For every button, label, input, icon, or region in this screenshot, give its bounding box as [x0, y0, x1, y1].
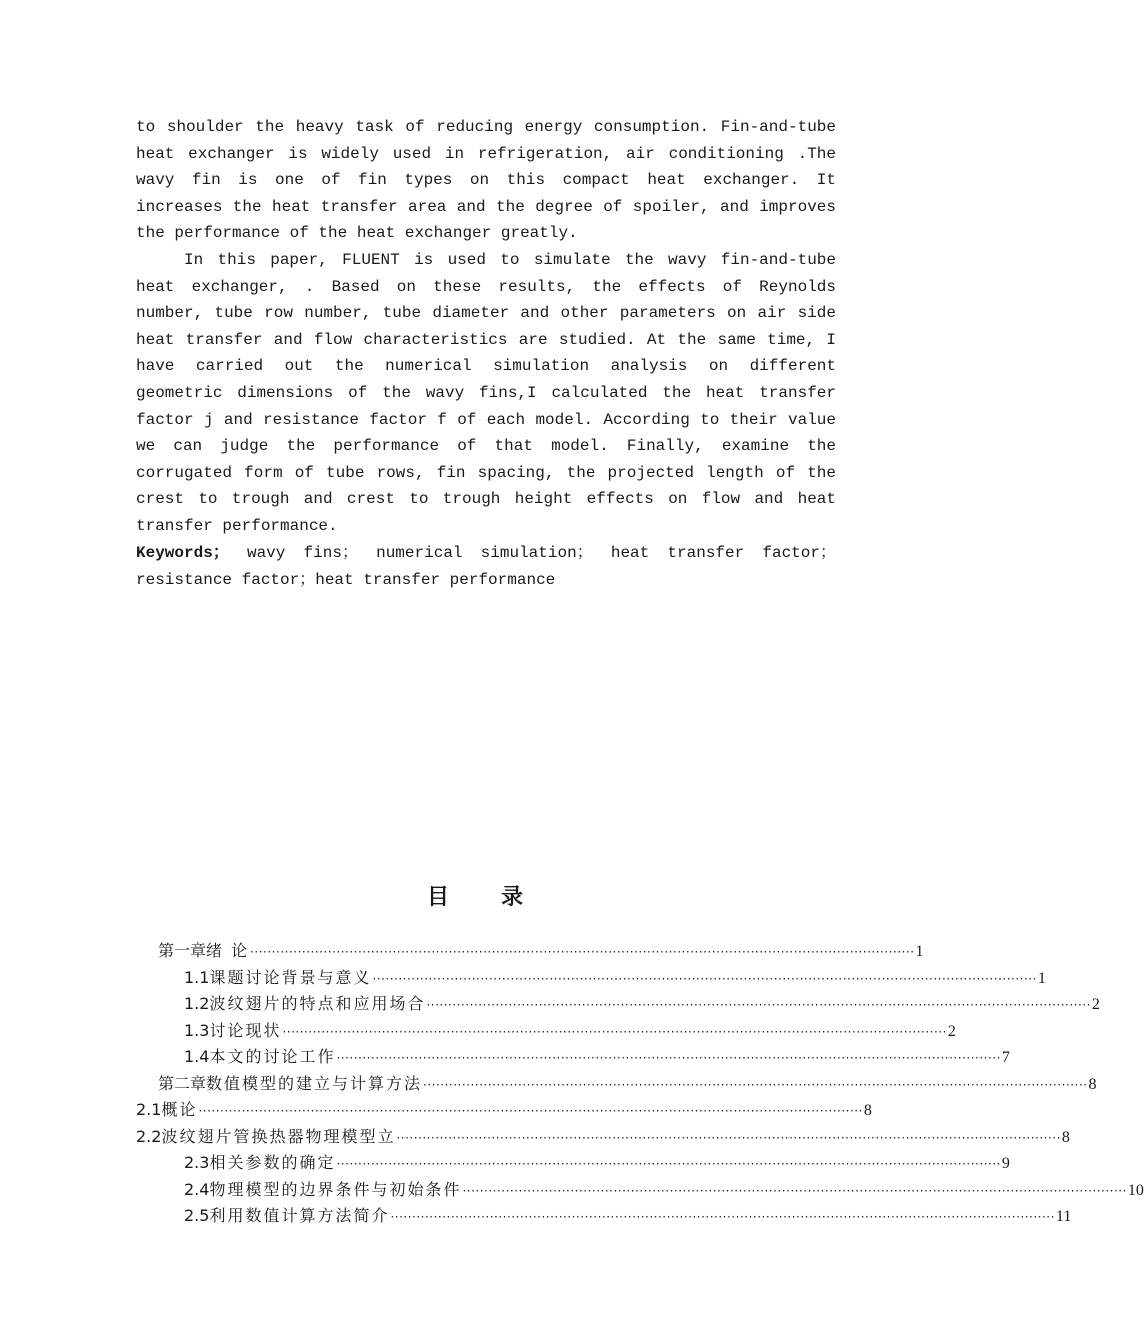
toc-entry[interactable] — [184, 967, 1046, 989]
toc-leader-dots: ·························································································································································· — [372, 972, 1037, 986]
toc-leader-dots: ·························································································································································· — [250, 945, 915, 959]
toc-entry[interactable] — [158, 940, 924, 962]
toc-entry-page: 11 — [1055, 1208, 1072, 1225]
abstract-paragraph-2: In this paper, FLUENT is used to simulate the wavy fin-and-tube heat exchanger, . Based on these results, the effects of Reynolds number, tube row number, tube diameter and other parameters on air side heat transfer and flow characteristics are studied. At the same time, I have carried out the numerical simulation analysis on different geometric dimensions of the wavy fins,I calculated the heat transfer factor j and resistance factor f of each model. According to their value we can judge the performance of that model. Finally, examine the corrugated form of tube rows, fin spacing, the projected length of the crest to trough and crest to trough height effects on flow and heat transfer performance. — [136, 250, 836, 535]
toc-entry-label: 波纹翅片管换热器物理模型立 — [161, 1127, 396, 1146]
toc-entry-label: 物理模型的边界条件与初始条件 — [209, 1180, 462, 1199]
toc-leader-dots: ·························································································································································· — [426, 998, 1091, 1012]
toc-entry-page: 2 — [947, 1023, 956, 1040]
keywords-label: Keywords； — [136, 544, 229, 562]
toc-leader-dots: ·························································································································································· — [390, 1210, 1055, 1224]
toc-entry-label: 绪 论 — [206, 941, 250, 960]
toc-entry-page: 10 — [1127, 1182, 1144, 1199]
toc-entry-label: 讨论现状 — [209, 1021, 282, 1040]
toc-leader-dots: ·························································································································································· — [336, 1157, 1001, 1171]
toc-entry-page: 8 — [1061, 1129, 1070, 1146]
toc-entry[interactable] — [184, 1179, 1144, 1201]
toc-entry[interactable] — [184, 1152, 1010, 1174]
toc-entry-label: 利用数值计算方法简介 — [209, 1206, 390, 1225]
toc-entry-label: 数值模型的建立与计算方法 — [206, 1074, 423, 1093]
abstract-paragraph-1: to shoulder the heavy task of reducing energy consumption. Fin-and-tube heat exchanger is widely used in refrigeration, air conditioning .The wavy fin is one of fin types on this compact heat exchanger. It increases the heat transfer area and the degree of spoiler, and improves the performance of the heat exchanger greatly. — [136, 118, 836, 243]
toc-entry-page: 1 — [1037, 970, 1046, 987]
toc-entry-number: 2.1 — [136, 1100, 162, 1119]
toc-entry[interactable] — [184, 1046, 1010, 1068]
toc-entry[interactable] — [136, 1099, 872, 1121]
toc-title: 目录 — [426, 884, 575, 910]
toc-entry-page: 7 — [1001, 1049, 1010, 1066]
toc-leader-dots: ·························································································································································· — [396, 1131, 1061, 1145]
toc-entry-page: 8 — [1088, 1076, 1097, 1093]
toc-leader-dots: ·························································································································································· — [198, 1104, 863, 1118]
toc-entry-number: 1.1 — [184, 968, 210, 987]
keywords-line — [136, 540, 836, 593]
toc-entry-page: 1 — [915, 943, 924, 960]
toc-entry[interactable] — [158, 1073, 1097, 1095]
toc-entry-label: 本文的讨论工作 — [209, 1047, 336, 1066]
toc-entry-number: 1.2 — [184, 994, 210, 1013]
toc-entry-number: 第一章 — [158, 941, 207, 960]
toc-entry[interactable] — [184, 1020, 956, 1042]
toc-entry-page: 2 — [1091, 996, 1100, 1013]
toc-entry-label: 课题讨论背景与意义 — [209, 968, 372, 987]
toc-entry-number: 2.3 — [184, 1153, 210, 1172]
toc-entry[interactable] — [184, 993, 1100, 1015]
toc-entry-number: 1.4 — [184, 1047, 210, 1066]
toc-leader-dots: ·························································································································································· — [336, 1051, 1001, 1065]
toc-entry[interactable] — [184, 1205, 1072, 1227]
toc-entry[interactable] — [136, 1126, 1070, 1148]
toc-entry-page: 8 — [863, 1102, 872, 1119]
toc-leader-dots: ·························································································································································· — [423, 1078, 1088, 1092]
toc-entry-number: 第二章 — [158, 1074, 207, 1093]
keywords-text: wavy fins； numerical simulation； heat transfer factor； resistance factor；heat transfer performance — [136, 544, 836, 589]
toc-entry-label: 概论 — [161, 1100, 198, 1119]
toc-entry-number: 2.4 — [184, 1180, 210, 1199]
toc-leader-dots: ·························································································································································· — [282, 1025, 947, 1039]
toc-entry-number: 2.2 — [136, 1127, 162, 1146]
toc-leader-dots: ·························································································································································· — [462, 1184, 1127, 1198]
toc-entry-label: 波纹翅片的特点和应用场合 — [209, 994, 426, 1013]
toc-entry-number: 1.3 — [184, 1021, 210, 1040]
toc-entry-label: 相关参数的确定 — [209, 1153, 336, 1172]
toc-entry-page: 9 — [1001, 1155, 1010, 1172]
toc-entry-number: 2.5 — [184, 1206, 210, 1225]
abstract-section — [136, 114, 836, 540]
